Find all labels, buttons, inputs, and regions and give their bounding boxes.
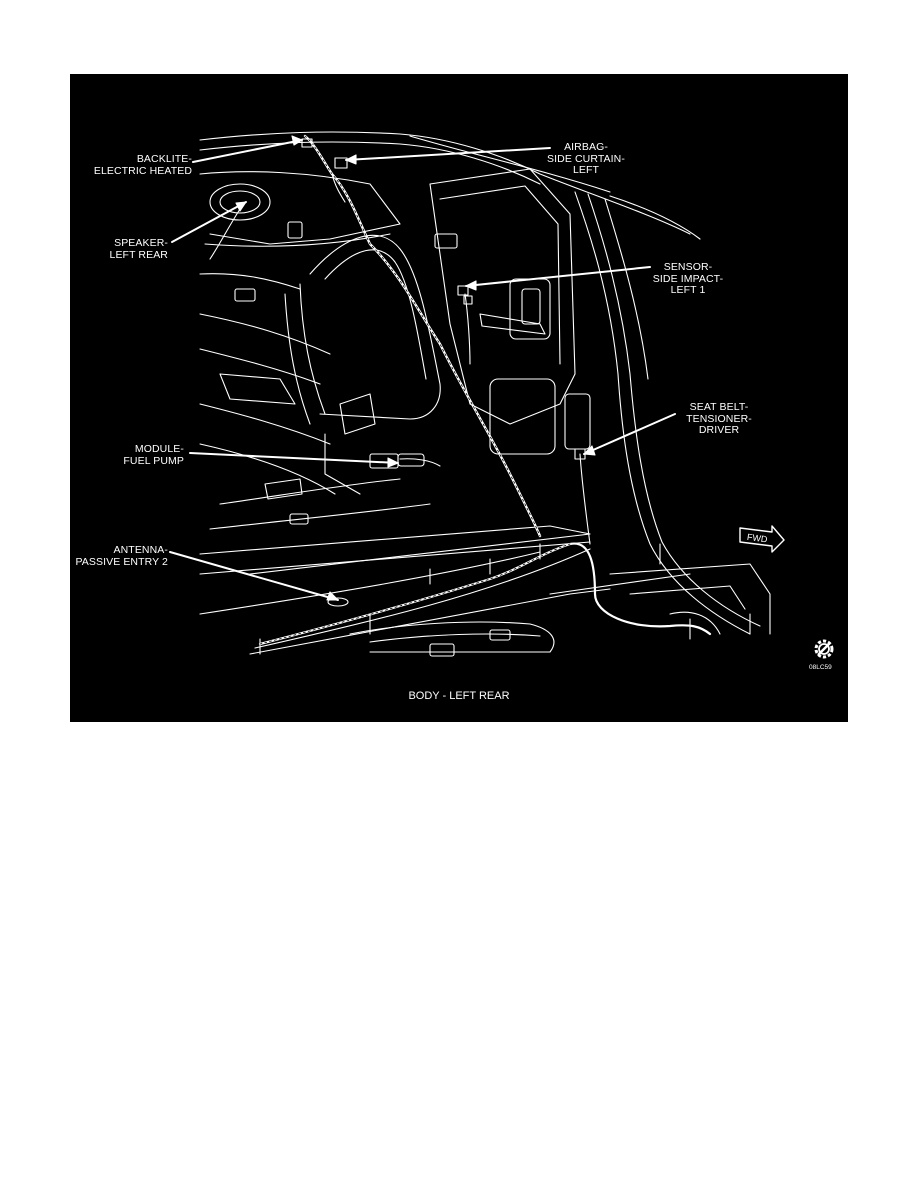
callout-speaker-left-rear: SPEAKER- LEFT REAR — [109, 237, 168, 261]
wiring-diagram-figure — [70, 74, 848, 722]
callout-module-fuel-pump: MODULE- FUEL PUMP — [123, 443, 184, 467]
callout-backlite-electric-heated: BACKLITE- ELECTRIC HEATED — [93, 153, 192, 177]
forward-arrow-icon — [738, 522, 786, 554]
service-gear-icon — [813, 638, 835, 660]
direction-label: FWD — [746, 531, 769, 545]
callout-airbag-side-curtain-left: AIRBAG- SIDE CURTAIN- LEFT — [547, 141, 625, 176]
figure-caption: BODY - LEFT REAR — [408, 690, 510, 702]
callout-antenna-passive-entry-2: ANTENNA- PASSIVE ENTRY 2 — [75, 544, 168, 568]
callout-sensor-side-impact-left-1: SENSOR- SIDE IMPACT- LEFT 1 — [652, 261, 724, 296]
callout-seat-belt-tensioner-driver: SEAT BELT- TENSIONER- DRIVER — [686, 401, 752, 436]
figure-code: 08LC59 — [809, 664, 832, 671]
